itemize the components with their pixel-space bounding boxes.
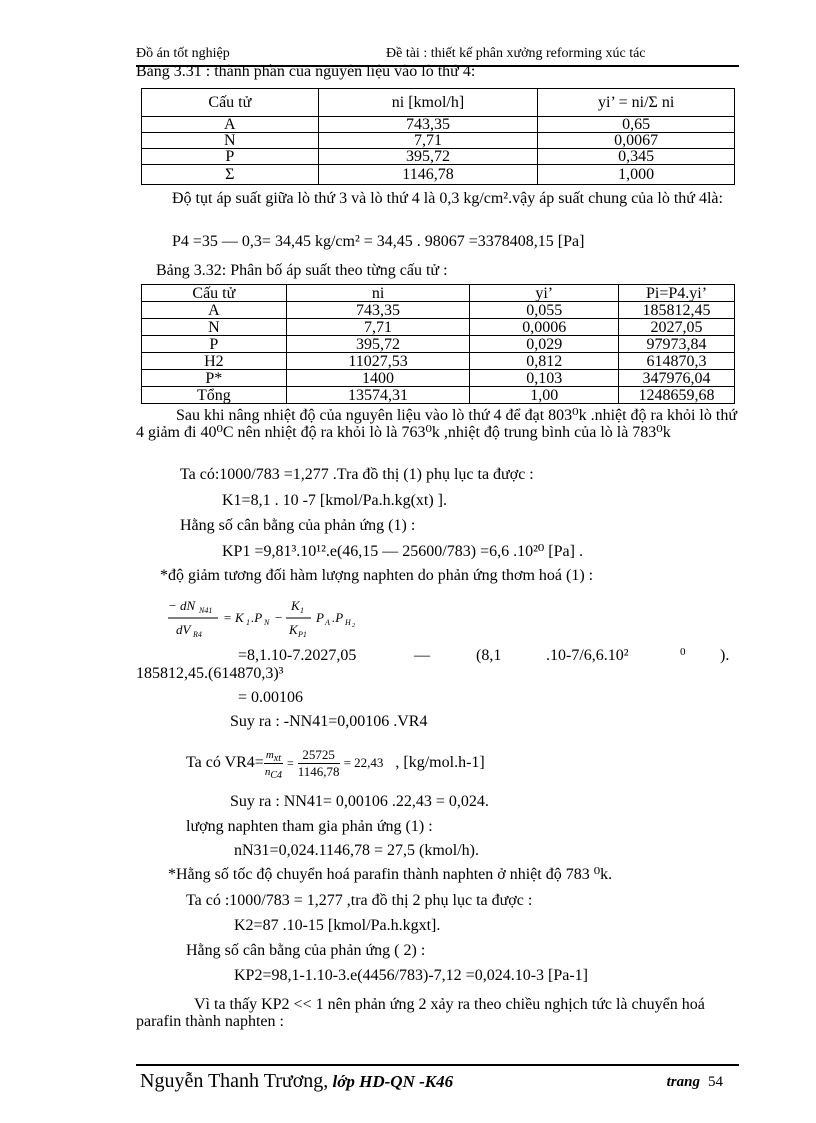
table-cell: 347976,04 <box>619 370 735 387</box>
result-1: = 0.00106 <box>238 689 304 706</box>
table-cell: 0,345 <box>538 149 735 165</box>
svg-text:2: 2 <box>352 623 355 629</box>
table-cell: 97973,84 <box>619 336 735 353</box>
vr4-fraction-symbolic: $\frac{m_{xt}}{n_{C4}}$ <box>264 748 282 782</box>
table-cell: 1400 <box>286 370 470 387</box>
page-word: trang <box>666 1074 700 1090</box>
equation-p4: P4 =35 — 0,3= 34,45 kg/cm² = 34,45 . 98067 =3378408,15 [Pa] <box>172 233 585 250</box>
line-k2: K2=87 .10-15 [kmol/Pa.h.kgxt]. <box>234 917 441 934</box>
formula-graphic <box>166 596 416 640</box>
page-footer <box>136 1064 739 1096</box>
svg-text:= K: = K <box>223 610 244 625</box>
line-luong-naphten: lượng naphten tham gia phản ứng (1) : <box>186 818 433 835</box>
table-row <box>142 387 735 404</box>
paragraph-conclusion: Vì ta thấy KP2 << 1 nên phản ứng 2 xảy ra theo chiều nghịch tức là chuyển hoá parafin thành naphten : <box>136 996 705 1030</box>
svg-text:K: K <box>291 598 300 613</box>
line-vr4: Ta có VR4= $\frac{m_{xt}}{n_{C4}}$ = $\frac{25725}{1146,78}$ = 22,43 , [kg/mol.h-1] <box>186 746 485 782</box>
formula-naphten-rate <box>166 596 416 640</box>
table-cell: 185812,45 <box>619 302 735 319</box>
table-cell: H2 <box>142 353 287 370</box>
calc-1-part-e: 0 <box>680 646 686 658</box>
table-row <box>142 370 735 387</box>
table-cell: 0,812 <box>470 353 619 370</box>
table-header-cell: Cấu tử <box>142 89 319 117</box>
line-kp2: KP2=98,1-1.10-3.e(4456/783)-7,12 =0,024.10-3 [Pa-1] <box>234 967 588 984</box>
table-cell: 0,029 <box>470 336 619 353</box>
table-332-caption: Bảng 3.32: Phân bố áp suất theo từng cấu tử : <box>156 262 448 279</box>
svg-text:K: K <box>289 622 298 637</box>
line-nn31: nN31=0,024.1146,78 = 27,5 (kmol/h). <box>234 842 479 859</box>
table-cell: Tổng <box>142 387 287 404</box>
svg-text:.P: .P <box>332 610 344 625</box>
table-row <box>142 117 735 133</box>
table-row <box>142 336 735 353</box>
table-cell: A <box>142 117 319 133</box>
table-header-cell: Cấu tử <box>142 285 287 302</box>
line-hang-so-1: Hằng số cân bằng của phản ứng (1) : <box>180 517 416 534</box>
table-331 <box>141 88 735 185</box>
vr4-denominator: 1146,78 <box>297 763 340 779</box>
svg-text:P: P <box>316 610 324 625</box>
author-name: Nguyễn Thanh Trương, <box>140 1070 329 1092</box>
table-cell: 1248659,68 <box>619 387 735 404</box>
line-hang-so-2: Hằng số cân bằng của phản ứng ( 2) : <box>186 942 426 959</box>
table-cell: 1,000 <box>538 165 735 185</box>
table-cell: P <box>142 149 319 165</box>
line-ta-co-1: Ta có:1000/783 =1,277 .Tra đồ thị (1) phụ lục ta được : <box>180 466 534 483</box>
table-cell: 0,055 <box>470 302 619 319</box>
svg-text:A: A <box>325 618 330 627</box>
line-do-giam: *độ giảm tương đối hàm lượng naphten do phản ứng thơm hoá (1) : <box>160 567 594 584</box>
table-cell: P* <box>142 370 287 387</box>
svg-text:−: − <box>274 610 283 625</box>
table-cell: 0,0067 <box>538 133 735 149</box>
table-row <box>142 165 735 185</box>
table-cell: 11027,53 <box>286 353 470 370</box>
paragraph-pressure-drop: Độ tụt áp suất giữa lò thứ 3 và lò thứ 4 là 0,3 kg/cm².vậy áp suất chung của lò thứ 4là: <box>172 190 723 207</box>
table-cell: N <box>142 319 287 336</box>
table-cell: 13574,31 <box>286 387 470 404</box>
footer-author <box>140 1070 453 1093</box>
table-row <box>142 133 735 149</box>
table-cell: P <box>142 336 287 353</box>
table-row <box>142 285 735 302</box>
calc-1-part-c: (8,1 <box>476 647 502 664</box>
line-suy-ra-1: Suy ra : -NN41=0,00106 .VR4 <box>230 713 428 730</box>
table-cell: 7,71 <box>286 319 470 336</box>
table-cell: 7,71 <box>318 133 538 149</box>
svg-text:− dN: − dN <box>168 598 196 613</box>
table-cell: N <box>142 133 319 149</box>
table-header-cell: yi’ <box>470 285 619 302</box>
table-row <box>142 302 735 319</box>
table-332 <box>141 284 735 404</box>
header-right: Đề tài : thiết kế phân xưởng reforming xúc tác <box>386 46 646 61</box>
line-kp1: KP1 =9,81³.10¹².e(46,15 — 25600/783) =6,6 .10²⁰ [Pa] . <box>222 543 583 560</box>
vr4-fraction-numeric <box>298 747 340 780</box>
line-hang-so-toc-do: *Hằng số tốc độ chuyển hoá parafin thành naphten ở nhiệt độ 783 ⁰k. <box>168 866 613 883</box>
svg-text:.P: .P <box>251 610 263 625</box>
svg-text:H: H <box>345 618 351 627</box>
vr4-numerator: 25725 <box>298 747 340 764</box>
svg-text:R4: R4 <box>193 630 202 639</box>
calc-1-part-g: 185812,45.(614870,3)³ <box>136 665 284 682</box>
line-suy-ra-2: Suy ra : NN41= 0,00106 .22,43 = 0,024. <box>230 793 489 810</box>
table-cell: 1,00 <box>470 387 619 404</box>
svg-text:dV: dV <box>176 622 191 637</box>
table-cell: 0,0006 <box>470 319 619 336</box>
table-cell: A <box>142 302 287 319</box>
table-cell: 395,72 <box>286 336 470 353</box>
table-header-cell: ni [kmol/h] <box>318 89 538 117</box>
svg-text:1: 1 <box>300 606 304 615</box>
table-row <box>142 149 735 165</box>
svg-text:P1: P1 <box>298 630 307 639</box>
table-row <box>142 353 735 370</box>
author-class: lớp HD-QN -K46 <box>328 1072 454 1091</box>
page-number: 54 <box>708 1074 723 1090</box>
table-cell: 2027,05 <box>619 319 735 336</box>
vr4-unit: , [kg/mol.h-1] <box>395 754 485 771</box>
table-cell: 1146,78 <box>318 165 538 185</box>
calc-1-part-b: — <box>414 647 430 664</box>
table-header-cell: Pi=P4.yi’ <box>619 285 735 302</box>
header-left: Đồ án tốt nghiệp <box>136 46 230 61</box>
table-header-cell: ni <box>286 285 470 302</box>
calc-1-part-a: =8,1.10-7.2027,05 <box>238 647 357 664</box>
table-header-cell: yi’ = ni/Σ ni <box>538 89 735 117</box>
vr4-label: Ta có VR4= <box>186 754 264 771</box>
line-ta-co-2: Ta có :1000/783 = 1,277 ,tra đồ thị 2 phụ lục ta được : <box>186 892 533 909</box>
footer-page <box>667 1074 723 1091</box>
vr4-value: = 22,43 <box>343 755 384 770</box>
table-331-caption: Bảng 3.31 : thành phần của nguyên liệu vào lò thứ 4: <box>136 63 476 80</box>
table-cell: 0,65 <box>538 117 735 133</box>
table-row <box>142 319 735 336</box>
table-cell: 743,35 <box>286 302 470 319</box>
table-cell: 743,35 <box>318 117 538 133</box>
calc-1-part-d: .10-7/6,6.10² <box>546 647 629 664</box>
svg-text:1: 1 <box>246 618 250 627</box>
paragraph-temperature: Sau khi nâng nhiệt độ của nguyên liệu vào lò thứ 4 để đạt 803⁰k .nhiệt độ ra khỏi lò thứ 4 giảm đi 40⁰C nên nhiệt độ ra khỏi lò là 763⁰k ,nhiệt độ trung bình của lò là 783⁰k <box>136 407 737 441</box>
line-k1: K1=8,1 . 10 -7 [kmol/Pa.h.kg(xt) ]. <box>222 492 447 509</box>
svg-text:N: N <box>264 618 270 627</box>
table-cell: 614870,3 <box>619 353 735 370</box>
table-row <box>142 89 735 117</box>
calc-1-part-f: ). <box>720 647 730 664</box>
table-cell: 395,72 <box>318 149 538 165</box>
table-cell: 0,103 <box>470 370 619 387</box>
table-cell: Σ <box>142 165 319 185</box>
svg-text:N41: N41 <box>199 606 213 615</box>
